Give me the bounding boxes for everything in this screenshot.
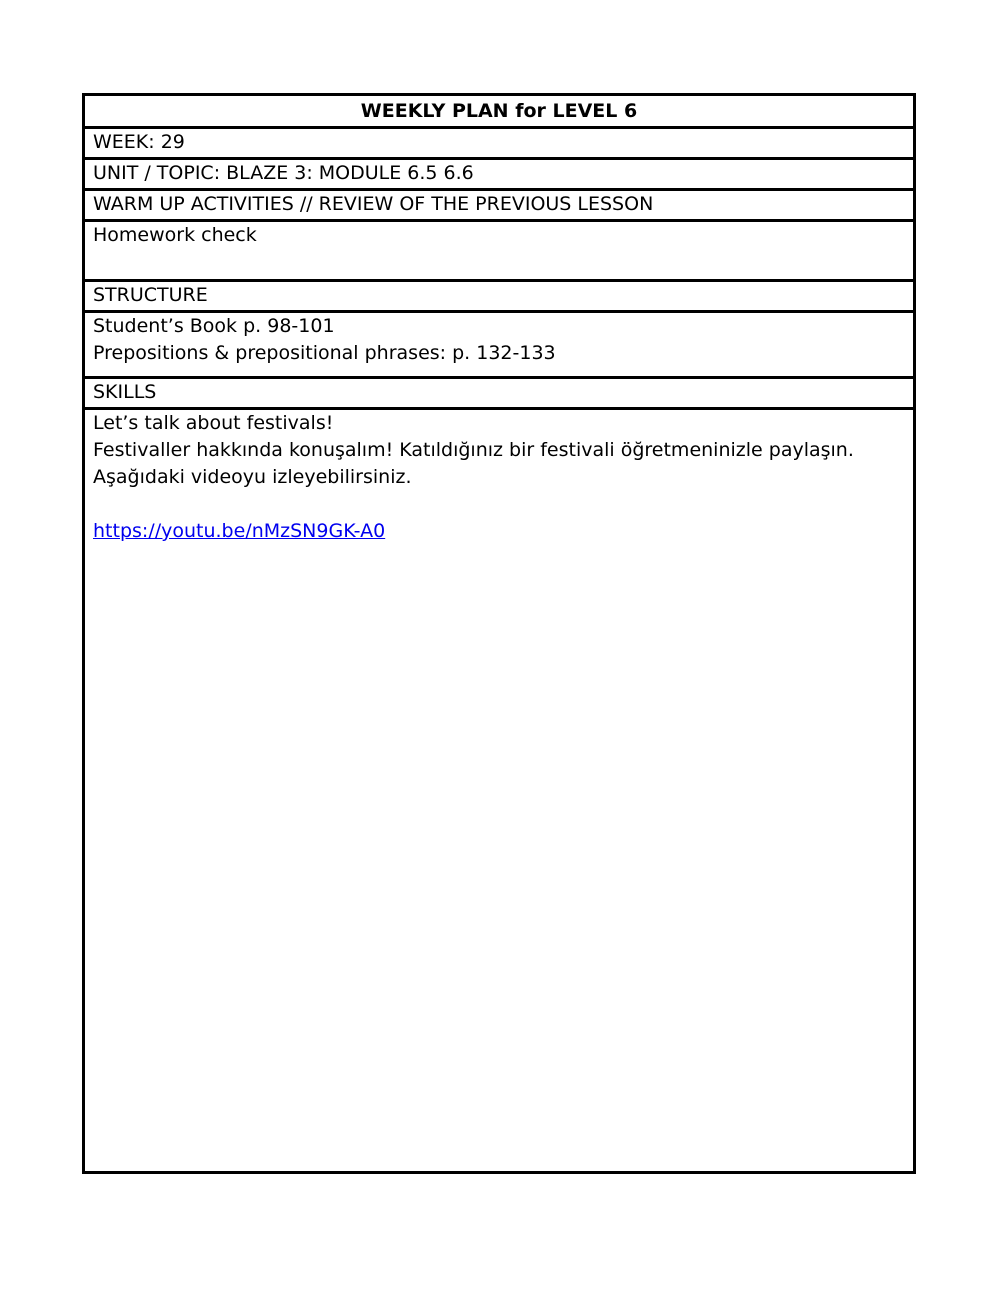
weekly-plan-table [82,93,916,1174]
skills-line: Let’s talk about festivals! [93,412,334,434]
structure-line: Student’s Book p. 98-101 [93,315,335,337]
week-row: WEEK: 29 [93,131,185,153]
warm-up-line: Homework check [93,224,257,246]
skills-line: Festivaller hakkında konuşalım! Katıldığınız bir festivali öğretmeninizle paylaşın. [93,439,854,461]
skills-content [85,410,913,545]
unit-topic-row: UNIT / TOPIC: BLAZE 3: MODULE 6.5 6.6 [93,162,474,184]
plan-title: WEEKLY PLAN for LEVEL 6 [360,100,638,122]
blank-line [93,491,913,518]
structure-heading: STRUCTURE [93,284,208,306]
video-link[interactable]: https://youtu.be/nMzSN9GK-A0 [93,520,386,542]
structure-content [85,313,913,375]
skills-line: Aşağıdaki videoyu izleyebilirsiniz. [93,466,412,488]
warm-up-heading: WARM UP ACTIVITIES // REVIEW OF THE PREVIOUS LESSON [93,193,654,215]
skills-heading: SKILLS [93,381,157,403]
structure-line: Prepositions & prepositional phrases: p. 132-133 [93,342,556,364]
warm-up-content [85,222,913,277]
